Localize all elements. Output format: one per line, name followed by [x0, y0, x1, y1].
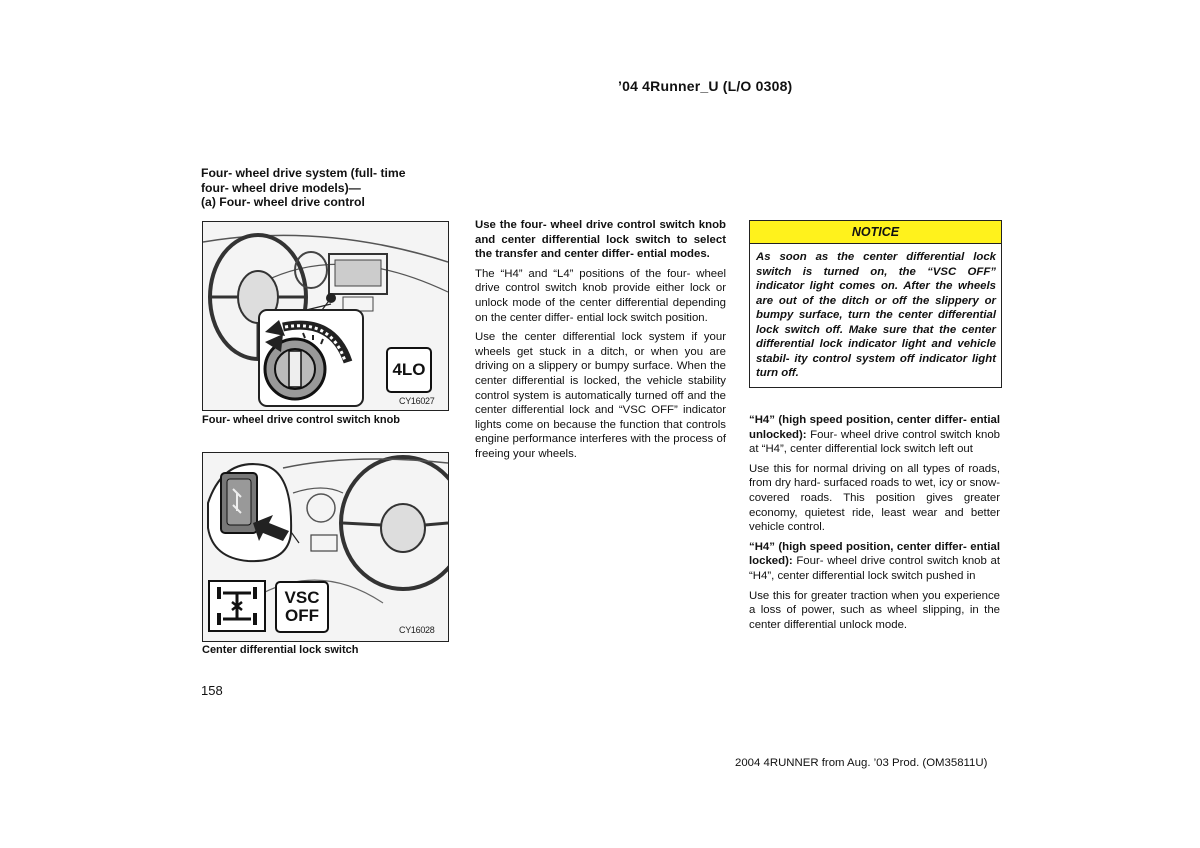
h4-unlocked-text: Four- wheel drive control switch knob at “H4”, center differential lock switch left out [749, 428, 1000, 456]
figure-caption: Center differential lock switch [202, 644, 359, 656]
vsc-label-line-1: VSC [284, 588, 320, 607]
h4-unlocked-heading: “H4” (high speed position, center differ- ential unlocked): [749, 414, 1000, 441]
figure-code: CY16027 [399, 396, 435, 406]
page-number: 158 [201, 683, 223, 698]
figure-4wd-control-knob [202, 221, 449, 411]
figure-caption: Four- wheel drive control switch knob [202, 414, 401, 426]
h4-locked-paragraph [749, 540, 1000, 584]
middle-text-column [475, 218, 726, 467]
h4-locked-heading: “H4” (high speed position, center differ- ential locked): [749, 540, 1000, 568]
paragraph: Use this for normal driving on all types of roads, from dry hard- surfaced roads to wet, icy or snow- covered roads. This position gives greater economy, quietest ride, least wear and better vehicle control. [749, 462, 1000, 534]
section-title-line-3: (a) Four- wheel drive control [201, 195, 365, 210]
section-title-line-1: Four- wheel drive system (full- time [201, 166, 406, 180]
notice-heading: NOTICE [750, 221, 1001, 244]
4lo-indicator-label: 4LO [386, 347, 432, 393]
paragraph: The “H4” and “L4” positions of the four- wheel drive control switch knob provide either lock or unlock mode of the center differential depending on the center differ- ential lock switch position. [475, 267, 726, 324]
notice-box [749, 220, 1002, 388]
right-text-column [749, 413, 1000, 637]
h4-locked-text: Four- wheel drive control switch knob at “H4”, center differential lock switch pushed in [749, 555, 1000, 582]
vsc-off-indicator-label [275, 581, 329, 633]
page-footer: 2004 4RUNNER from Aug. ’03 Prod. (OM35811U) [735, 757, 988, 769]
figure-code: CY16028 [399, 625, 435, 635]
notice-text: As soon as the center differential lock switch is turned on, the “VSC OFF” indicator light comes on. After the wheels are out of the ditch or off the slippery or bumpy surface, turn the center differential lock switch off. Make sure that the center differential lock indicator light and vehicle stabil- ity control system off indicator light turn off. [756, 251, 996, 379]
paragraph: Use this for greater traction when you experience a loss of power, such as wheel slipping, in the center differential unlock mode. [749, 589, 1000, 631]
lead-paragraph: Use the four- wheel drive control switch knob and center differential lock switch to select the transfer and center differ- ential modes. [475, 219, 726, 261]
section-title [201, 166, 461, 210]
vsc-label-line-2: OFF [285, 606, 319, 625]
paragraph: Use the center differential lock system if your wheels get stuck in a ditch, or when you are driving on a slippery or bumpy surface. When the center differential is locked, the vehicle stability control system is automatically turned off and the center differential lock and “VSC OFF” indicator lights come on because the function that controls engine performance interferes with the process of freeing your wheels. [475, 331, 726, 460]
section-title-line-2: four- wheel drive models)— [201, 180, 361, 195]
h4-unlocked-paragraph [749, 413, 1000, 457]
running-header: ’04 4Runner_U (L/O 0308) [618, 78, 793, 94]
figure-center-diff-lock-switch [202, 452, 449, 642]
